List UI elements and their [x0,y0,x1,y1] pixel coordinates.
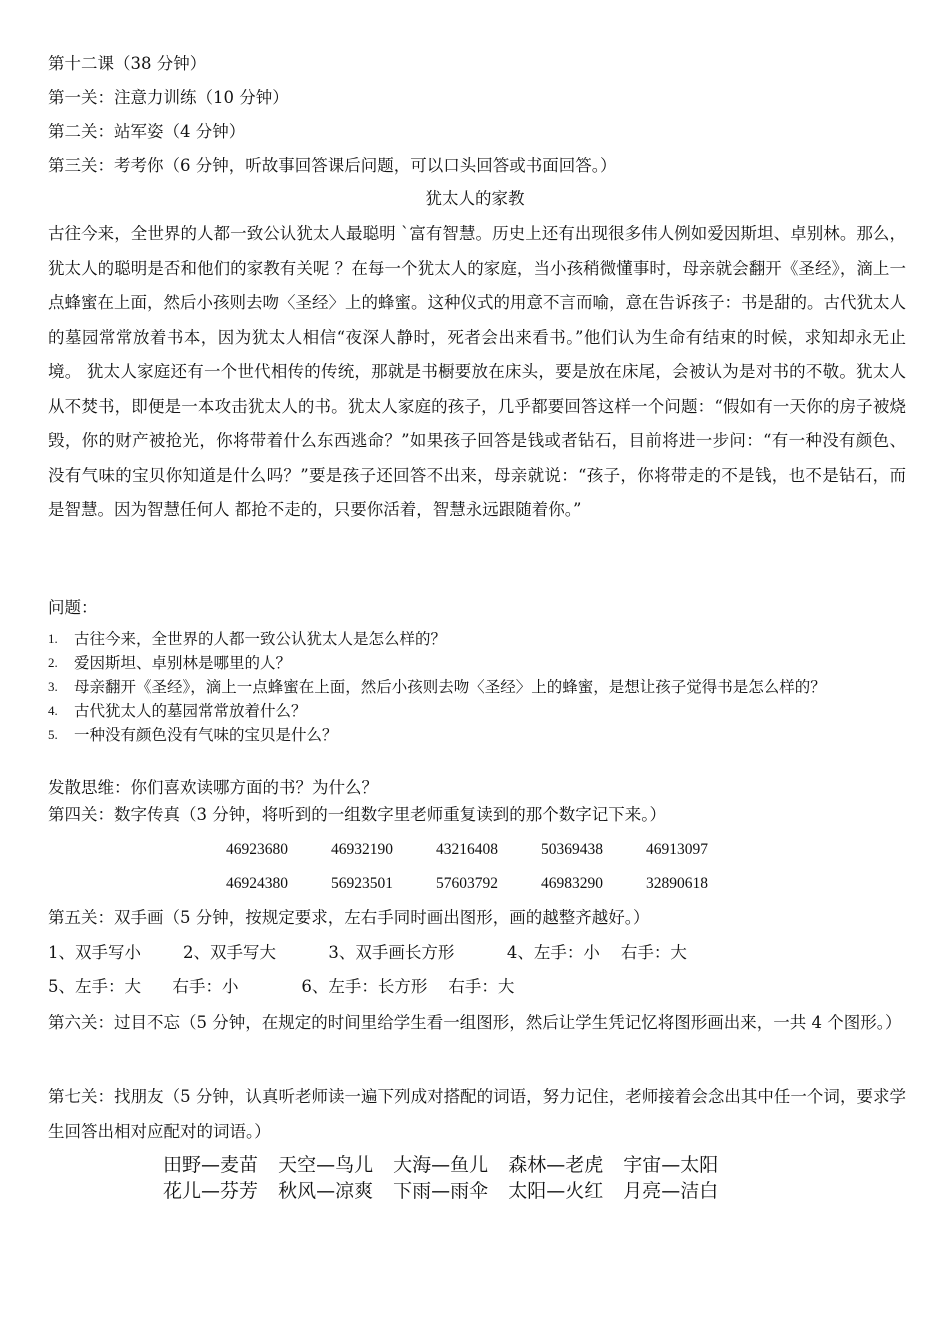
story-text: 古往今来，全世界的人都一致公认犹太人最聪明 `富有智慧。历史上还有出现很多伟人例如爱因斯坦、卓别林。那么，犹太人的聪明是否和他们的家教有关呢 ？在每一个犹太人的家庭，当小孩稍微懂事时，母亲就会翻开《圣经》，滴上一点蜂蜜在上面，然后小孩则去吻〈圣经〉上的蜂蜜。这种仪式的用意不言而喻，意在告诉孩子：书是甜的。古代犹太人的墓园常常放着书本，因为犹太人相信“夜深人静时，死者会出来看书。”他们认为生命有结束的时候，求知却永无止境。 犹太人家庭还有一个世代相传的传统，那就是书橱要放在床头，要是放在床尾，会被认为是对书的不敬。犹太人从不焚书，即便是一本攻击犹太人的书。犹太人家庭的孩子，几乎都要回答这样一个问题：“假如有一天你的房子被烧毁，你的财产被抢光，你将带着什么东西逃命？”如果孩子回答是钱或者钻石，目前将进一步问：“有一种没有颜色、没有气味的宝贝你知道是什么吗？”要是孩子还回答不出来，母亲就说：“孩子，你将带走的不是钱，也不是钻石，而是智慧。因为智慧任何人 都抢不走的，只要你活着，智慧永远跟随着你。” [48,224,906,519]
question-number: 1. [48,631,58,646]
question-list [48,627,906,747]
word-pair-row-1 [163,1151,732,1179]
word-pair: 秋风—凉爽 [278,1180,374,1202]
number-item: 46924380 [226,875,288,892]
question-text: 古往今来，全世界的人都一致公认犹太人是怎么样的？ [74,630,447,648]
number-item: 46932190 [331,841,393,858]
level-6: 第六关：过目不忘（5 分钟，在规定的时间里给学生看一组图形，然后让学生凭记忆将图形画出来，一共 4 个图形。） [48,1013,902,1032]
question-item [48,699,906,723]
level-7: 第七关：找朋友（5 分钟，认真听老师读一遍下列成对搭配的词语，努力记住，老师接着会念出其中任一个词，要求学生回答出相对应配对的词语。） [48,1087,906,1141]
draw-task: 1、双手写小 [48,943,141,962]
level-4: 第四关：数字传真（3 分钟，将听到的一组数字里老师重复读到的那个数字记下来。） [48,805,666,824]
level-3: 第三关：考考你（6 分钟，听故事回答课后问题，可以口头回答或书面回答。） [48,156,617,175]
question-text: 母亲翻开《圣经》，滴上一点蜂蜜在上面，然后小孩则去吻〈圣经〉上的蜂蜜，是想让孩子觉得书是怎么样的？ [74,678,826,696]
draw-task-row-1 [48,942,687,964]
number-item: 46913097 [646,841,708,858]
questions-label: 问题： [48,598,98,617]
word-pair: 花儿—芬芳 [163,1180,259,1202]
number-item: 46983290 [541,875,603,892]
question-number: 3. [48,679,58,694]
word-pair: 森林—老虎 [508,1154,604,1176]
question-text: 古代犹太人的墓园常常放着什么？ [74,702,307,720]
question-number: 2. [48,655,58,670]
level-5: 第五关：双手画（5 分钟，按规定要求，左右手同时画出图形，画的越整齐越好。） [48,908,650,927]
word-pair: 太阳—火红 [508,1180,604,1202]
word-pair: 宇宙—太阳 [623,1154,719,1176]
level-2: 第二关：站军姿（4 分钟） [48,122,246,141]
number-item: 46923680 [226,841,288,858]
draw-task: 6、左手：长方形 右手：大 [301,977,515,996]
lesson-title: 第十二课（38 分钟） [48,54,207,73]
story-title: 犹太人的家教 [425,189,525,208]
level-1: 第一关：注意力训练（10 分钟） [48,88,289,107]
divergent-thinking: 发散思维：你们喜欢读哪方面的书？为什么？ [48,778,378,797]
number-item: 50369438 [541,841,603,858]
question-text: 一种没有颜色没有气味的宝贝是什么？ [74,726,338,744]
question-item [48,675,906,699]
question-text: 爱因斯坦、卓别林是哪里的人？ [74,654,292,672]
question-number: 5. [48,727,58,742]
draw-task-row-2 [48,976,514,998]
question-item [48,651,906,675]
word-pair: 田野—麦苗 [163,1154,259,1176]
draw-task: 5、左手：大 右手：小 [48,977,239,996]
word-pair-row-2 [163,1177,732,1205]
number-row-1 [226,839,751,861]
draw-task: 4、左手：小 右手：大 [506,943,687,962]
number-row-2 [226,873,751,895]
word-pair: 月亮—洁白 [623,1180,719,1202]
word-pair: 大海—鱼儿 [393,1154,489,1176]
draw-task: 3、双手画长方形 [328,943,455,962]
number-item: 43216408 [436,841,498,858]
question-number: 4. [48,703,58,718]
draw-task: 2、双手写大 [182,943,276,962]
question-item [48,723,906,747]
word-pair: 下雨—雨伞 [393,1180,489,1202]
number-item: 57603792 [436,875,498,892]
number-item: 56923501 [331,875,393,892]
number-item: 32890618 [646,875,708,892]
question-item [48,627,906,651]
word-pair: 天空—鸟儿 [278,1154,374,1176]
